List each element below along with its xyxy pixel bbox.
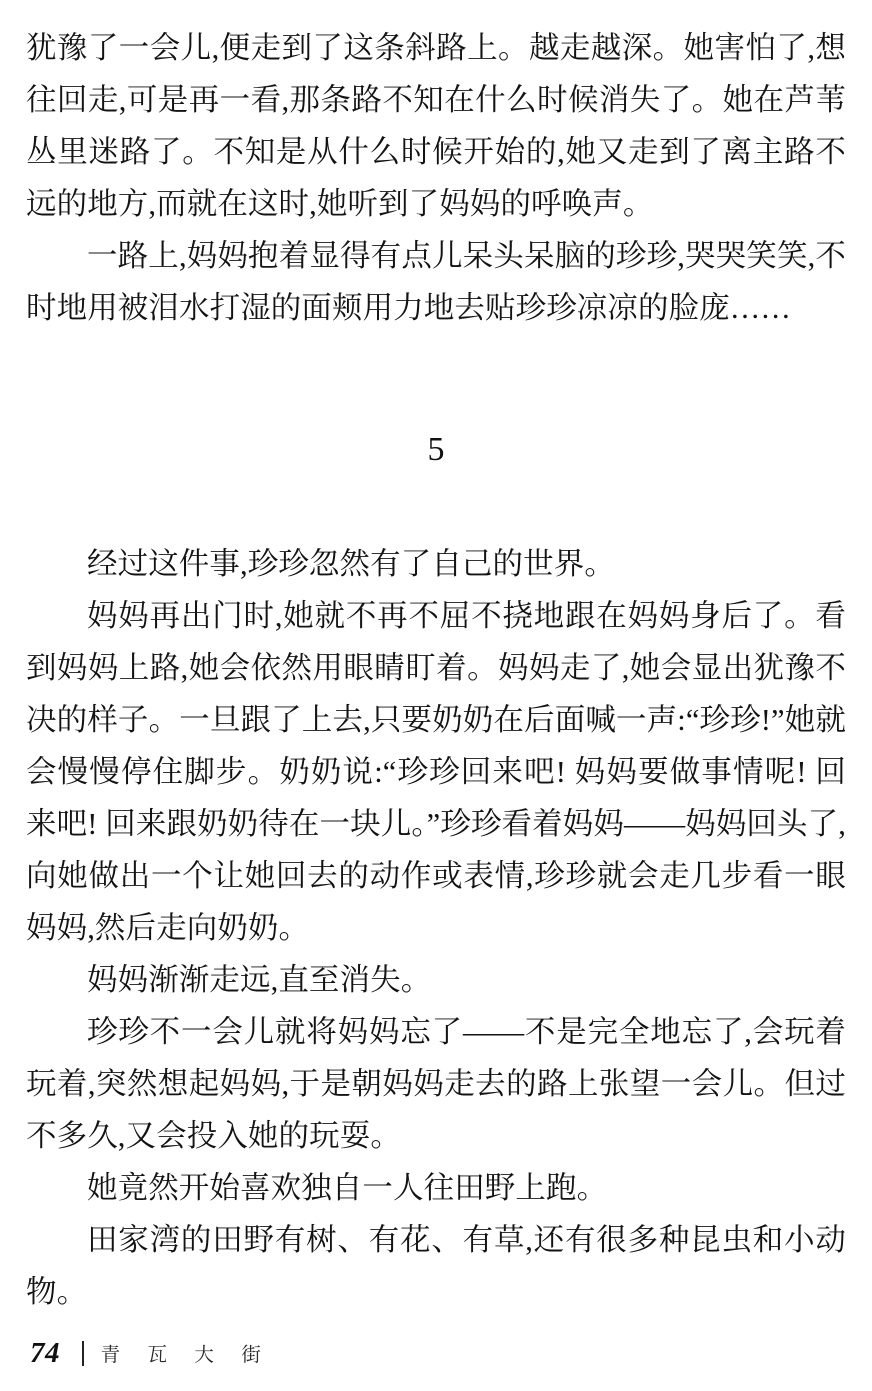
paragraph: 田家湾的田野有树、有花、有草,还有很多种昆虫和小动物。 xyxy=(26,1223,846,1309)
footer-divider xyxy=(82,1341,84,1366)
paragraph: 珍珍不一会儿就将妈妈忘了——不是完全地忘了,会玩着玩着,突然想起妈妈,于是朝妈妈走去的路上张望一会儿。但过不多久,又会投入她的玩耍。 xyxy=(26,1015,846,1153)
paragraph: 她竟然开始喜欢独自一人往田野上跑。 xyxy=(87,1171,608,1205)
body-text-top xyxy=(26,22,846,334)
paragraph: 妈妈再出门时,她就不再不屈不挠地跟在妈妈身后了。看到妈妈上路,她会依然用眼睛盯着。妈妈走了,她会显出犹豫不决的样子。一旦跟了上去,只要奶奶在后面喊一声:“珍珍!”她就会慢慢停住脚步。奶奶说:“珍珍回来吧! 妈妈要做事情呢! 回来吧! 回来跟奶奶待在一块儿。”珍珍看着妈妈——妈妈回头了,向她做出一个让她回去的动作或表情,珍珍就会走几步看一眼妈妈,然后走向奶奶。 xyxy=(26,599,846,945)
paragraph: 犹豫了一会儿,便走到了这条斜路上。越走越深。她害怕了,想往回走,可是再一看,那条路不知在什么时候消失了。她在芦苇丛里迷路了。不知是从什么时候开始的,她又走到了离主路不远的地方,而就在这时,她听到了妈妈的呼唤声。 xyxy=(26,31,846,221)
paragraph: 妈妈渐渐走远,直至消失。 xyxy=(87,963,432,997)
page-footer xyxy=(30,1333,272,1373)
book-title: 青 瓦 大 街 xyxy=(100,1344,272,1366)
paragraph: 经过这件事,珍珍忽然有了自己的世界。 xyxy=(87,547,615,581)
body-text-bottom xyxy=(26,538,846,1318)
paragraph: 一路上,妈妈抱着显得有点儿呆头呆脑的珍珍,哭哭笑笑,不时地用被泪水打湿的面颊用力地去贴珍珍凉凉的脸庞…… xyxy=(26,239,846,325)
section-number: 5 xyxy=(427,431,445,468)
page-number: 74 xyxy=(30,1336,60,1369)
